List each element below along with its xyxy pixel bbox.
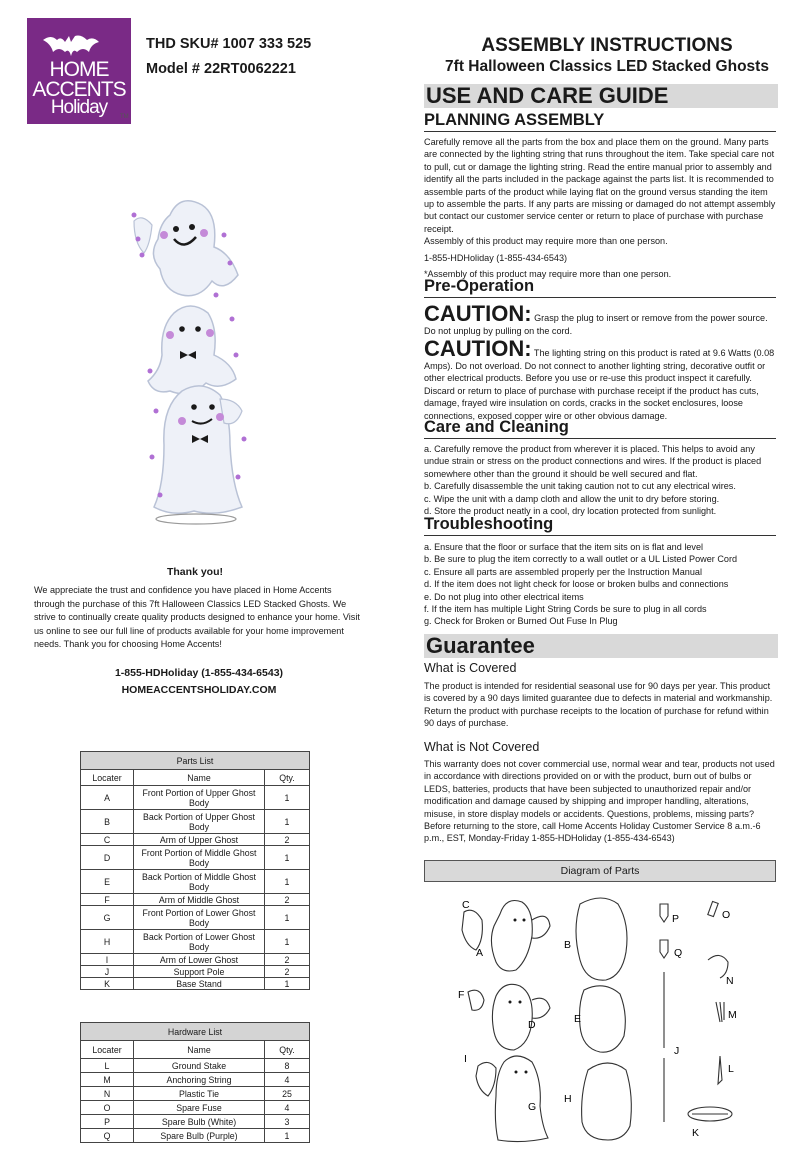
table-row xyxy=(81,1073,310,1087)
table-row xyxy=(81,786,310,810)
label-h: H xyxy=(564,1093,572,1105)
guarantee-heading: Guarantee xyxy=(424,634,778,658)
caution-plug-text: Grasp the plug to insert or remove from the power source. Do not unplug by pulling on the cord. xyxy=(424,313,768,336)
assembly-note: Assembly of this product may require more than one person. xyxy=(424,236,668,247)
row-qty: 1 xyxy=(265,810,310,834)
row-name: Arm of Upper Ghost xyxy=(134,834,265,846)
label-f: F xyxy=(458,989,465,1001)
label-p: P xyxy=(672,913,680,925)
parts-header-qty: Qty. xyxy=(265,770,310,786)
logo-line-home: HOME xyxy=(49,58,109,81)
logo-line-holiday: Holiday xyxy=(50,97,108,118)
what-is-not-covered-body: This warranty does not cover commercial use, normal wear and tear, products not used in accordance with directions provided on or with the product, burn out of bulbs or LEDS, batteries, products that have been subjected to unauthorized repair and/or modification and damage caused by shipping and improper handling, alterations, misuse, in store display models or accidents. Questions, problems, missing parts? Before returning to the store, call Home Accents Holiday Customer Service 8 a.m.-6 p.m., EST, Monday-Friday 1-855-HDHoliday (1-855-434-6543) xyxy=(424,759,775,844)
part-p-shape xyxy=(660,904,668,922)
planning-phone: 1-855-HDHoliday (1-855-434-6543) xyxy=(424,252,568,263)
row-locater: P xyxy=(81,1115,134,1129)
table-row xyxy=(81,846,310,870)
part-l-shape xyxy=(718,1056,722,1084)
row-locater: J xyxy=(81,966,134,978)
hardware-header-locater: Locater xyxy=(81,1041,134,1059)
row-name: Back Portion of Upper Ghost Body xyxy=(134,810,265,834)
planning-assembly-heading: PLANNING ASSEMBLY xyxy=(424,111,776,132)
parts-diagram xyxy=(424,890,778,1150)
row-name: Spare Bulb (White) xyxy=(134,1115,265,1129)
row-locater: C xyxy=(81,834,134,846)
row-qty: 1 xyxy=(265,846,310,870)
customer-service-phone: 1-855-HDHoliday (1-855-434-6543) xyxy=(114,667,284,679)
row-locater: M xyxy=(81,1073,134,1087)
row-name: Front Portion of Lower Ghost Body xyxy=(134,906,265,930)
label-o: O xyxy=(722,909,731,921)
thank-you-body: We appreciate the trust and confidence you have placed in Home Accents through the purchase of this 7ft Halloween Classics LED Stacked Ghosts. We strive to continually create quality products designed to enhance your home. Visit us online to see our full line of products available for your home improvement needs. Thank you for choosing Home Accents! xyxy=(34,585,360,650)
care-item: d. Store the product neatly in a cool, dry location protected from sunlight. xyxy=(424,506,717,517)
row-name: Base Stand xyxy=(134,978,265,990)
trouble-item: a. Ensure that the floor or surface that the item sits on is flat and level xyxy=(424,542,704,552)
what-is-not-covered-heading: What is Not Covered xyxy=(424,740,540,754)
table-row xyxy=(81,906,310,930)
row-name: Spare Fuse xyxy=(134,1101,265,1115)
caution-label: CAUTION: xyxy=(424,301,532,326)
row-qty: 1 xyxy=(265,906,310,930)
parts-list-table xyxy=(80,751,310,990)
care-cleaning-heading: Care and Cleaning xyxy=(424,418,776,439)
use-care-guide-heading: USE AND CARE GUIDE xyxy=(424,84,778,108)
label-c: C xyxy=(462,899,470,911)
part-g-shape xyxy=(495,1056,548,1142)
row-name: Front Portion of Middle Ghost Body xyxy=(134,846,265,870)
row-locater: L xyxy=(81,1059,134,1073)
label-b: B xyxy=(564,939,572,951)
care-item: c. Wipe the unit with a damp cloth and allow the unit to dry before storing. xyxy=(424,493,720,504)
assembly-footnote: *Assembly of this product may require more than one person. xyxy=(424,269,672,280)
model-number: Model # 22RT0062221 xyxy=(146,61,296,77)
label-i: I xyxy=(464,1053,467,1065)
row-qty: 1 xyxy=(265,930,310,954)
part-o-shape xyxy=(708,901,718,916)
row-name: Back Portion of Lower Ghost Body xyxy=(134,930,265,954)
row-name: Front Portion of Upper Ghost Body xyxy=(134,786,265,810)
table-row xyxy=(81,1115,310,1129)
care-item: b. Carefully disassemble the unit taking caution not to cut any electrical wires. xyxy=(424,481,736,492)
label-d: D xyxy=(528,1019,536,1031)
table-row xyxy=(81,978,310,990)
row-qty: 4 xyxy=(265,1073,310,1087)
pre-operation-heading: Pre-Operation xyxy=(424,277,776,298)
row-qty: 1 xyxy=(265,870,310,894)
table-row xyxy=(81,966,310,978)
table-row xyxy=(81,1101,310,1115)
table-row xyxy=(81,834,310,846)
row-locater: G xyxy=(81,906,134,930)
label-q: Q xyxy=(674,947,683,959)
trouble-item: b. Be sure to plug the item correctly to a wall outlet or a UL Listed Power Cord xyxy=(424,554,738,565)
row-locater: D xyxy=(81,846,134,870)
row-name: Back Portion of Middle Ghost Body xyxy=(134,870,265,894)
table-row xyxy=(81,930,310,954)
row-qty: 8 xyxy=(265,1059,310,1073)
part-n-shape xyxy=(708,955,728,978)
what-is-covered-body: The product is intended for residential seasonal use for 90 days per year. This product is covered by a 90 days limited guarantee due to defects in material and workmanship. Return the product with purchase receipts to the location of purchase for refund within 90 days of purchase. xyxy=(424,681,773,729)
hardware-header-name: Name xyxy=(134,1041,265,1059)
label-g: G xyxy=(528,1101,537,1113)
part-q-shape xyxy=(660,940,668,958)
website-url: HOMEACCENTSHOLIDAY.COM xyxy=(121,684,277,696)
parts-list-caption: Parts List xyxy=(81,752,310,770)
row-qty: 4 xyxy=(265,1101,310,1115)
label-n: N xyxy=(726,975,734,987)
parts-header-name: Name xyxy=(134,770,265,786)
trouble-item: c. Ensure all parts are assembled properly per the Instruction Manual xyxy=(424,566,703,577)
logo-line-accents: ACCENTS xyxy=(32,78,126,101)
trouble-item: e. Do not plug into other electrical items xyxy=(424,591,584,602)
diagram-of-parts-heading: Diagram of Parts xyxy=(424,860,776,882)
label-l: L xyxy=(728,1063,734,1075)
caution-rating-block xyxy=(424,338,778,422)
trademark-mark: TM xyxy=(120,114,129,120)
row-qty: 1 xyxy=(265,786,310,810)
table-row xyxy=(81,1059,310,1073)
row-locater: H xyxy=(81,930,134,954)
hardware-list-table xyxy=(80,1022,310,1143)
label-a: A xyxy=(476,947,484,959)
row-locater: Q xyxy=(81,1129,134,1143)
row-locater: N xyxy=(81,1087,134,1101)
row-qty: 2 xyxy=(265,966,310,978)
trouble-item: f. If the item has multiple Light String Cords be sure to plug in all cords xyxy=(424,604,707,615)
home-accents-holiday-logo xyxy=(27,18,131,124)
row-name: Support Pole xyxy=(134,966,265,978)
part-d-shape xyxy=(492,984,532,1050)
troubleshooting-list xyxy=(424,541,778,628)
stacked-ghosts-illustration xyxy=(120,195,260,555)
row-qty: 2 xyxy=(265,894,310,906)
row-qty: 2 xyxy=(265,954,310,966)
table-row xyxy=(81,894,310,906)
planning-assembly-body: Carefully remove all the parts from the box and place them on the ground. Many parts are connected by the lighting string that runs throughout the item. Take special care not to pull, cut or damage the lighting string. Read the entire manual prior to assembly and identify all the parts included in the package against the parts list. It is recommended to assemble parts of the product while laying flat on the ground versus standing the item up to assemble the parts. If any parts are missing or damaged do not attempt assembly but contact our customer service center or return to place of purchase with purchase receipt. xyxy=(424,137,776,234)
row-locater: K xyxy=(81,978,134,990)
thank-you-heading: Thank you! xyxy=(166,566,223,578)
parts-header-locater: Locater xyxy=(81,770,134,786)
row-name: Anchoring String xyxy=(134,1073,265,1087)
part-h-shape xyxy=(582,1063,632,1140)
part-e-shape xyxy=(580,986,626,1052)
page-title: ASSEMBLY INSTRUCTIONS xyxy=(481,35,733,56)
care-item: a. Carefully remove the product from wherever it is placed. This helps to avoid any undue strain or stress on the product connections and wires. If the product is placed somewhere other than the ground it should be well secured and flat. xyxy=(424,444,762,479)
part-c-shape xyxy=(462,910,482,950)
row-name: Ground Stake xyxy=(134,1059,265,1073)
row-locater: I xyxy=(81,954,134,966)
part-f-shape xyxy=(468,990,484,1010)
trouble-item: g. Check for Broken or Burned Out Fuse In Plug xyxy=(424,616,618,627)
row-locater: A xyxy=(81,786,134,810)
row-name: Plastic Tie xyxy=(134,1087,265,1101)
row-qty: 25 xyxy=(265,1087,310,1101)
sku-number: THD SKU# 1007 333 525 xyxy=(146,36,312,52)
troubleshooting-heading: Troubleshooting xyxy=(424,515,776,536)
part-a-shape xyxy=(491,901,532,972)
row-name: Arm of Middle Ghost xyxy=(134,894,265,906)
caution-plug-block xyxy=(424,303,778,337)
part-i-shape xyxy=(476,1062,496,1096)
row-locater: O xyxy=(81,1101,134,1115)
product-subtitle: 7ft Halloween Classics LED Stacked Ghosts xyxy=(445,58,769,75)
bat-icon xyxy=(41,30,101,58)
part-m-shape xyxy=(716,1002,724,1022)
table-row xyxy=(81,1087,310,1101)
row-name: Arm of Lower Ghost xyxy=(134,954,265,966)
row-locater: E xyxy=(81,870,134,894)
part-b-shape xyxy=(576,898,627,980)
label-m: M xyxy=(728,1009,737,1021)
table-row xyxy=(81,810,310,834)
row-qty: 1 xyxy=(265,1129,310,1143)
table-row xyxy=(81,870,310,894)
row-qty: 2 xyxy=(265,834,310,846)
label-j: J xyxy=(674,1045,680,1057)
table-row xyxy=(81,1129,310,1143)
row-locater: F xyxy=(81,894,134,906)
trouble-item: d. If the item does not light check for loose or broken bulbs and connections xyxy=(424,579,729,590)
caution-rating-text: The lighting string on this product is rated at 9.6 Watts (0.08 Amps). Do not overload. Do not connect to another lighting string, decorative outfit or other electrical products. Before you use or re-use this product inspect it carefully. Discard or return to place of purchase with purchase receipt if the product has cuts, damage, frayed wire insulation on cords, cracks in the socket enclosures, loose connections, exposed copper wire or other obvious damage. xyxy=(424,348,775,421)
table-row xyxy=(81,954,310,966)
row-qty: 3 xyxy=(265,1115,310,1129)
row-name: Spare Bulb (Purple) xyxy=(134,1129,265,1143)
row-locater: B xyxy=(81,810,134,834)
what-is-covered-heading: What is Covered xyxy=(424,661,517,675)
planning-assembly-section xyxy=(424,136,778,280)
care-cleaning-list xyxy=(424,443,778,517)
label-e: E xyxy=(574,1013,582,1025)
hardware-header-qty: Qty. xyxy=(265,1041,310,1059)
row-qty: 1 xyxy=(265,978,310,990)
caution-label: CAUTION: xyxy=(424,336,532,361)
hardware-list-caption: Hardware List xyxy=(81,1023,310,1041)
label-k: K xyxy=(692,1127,700,1139)
